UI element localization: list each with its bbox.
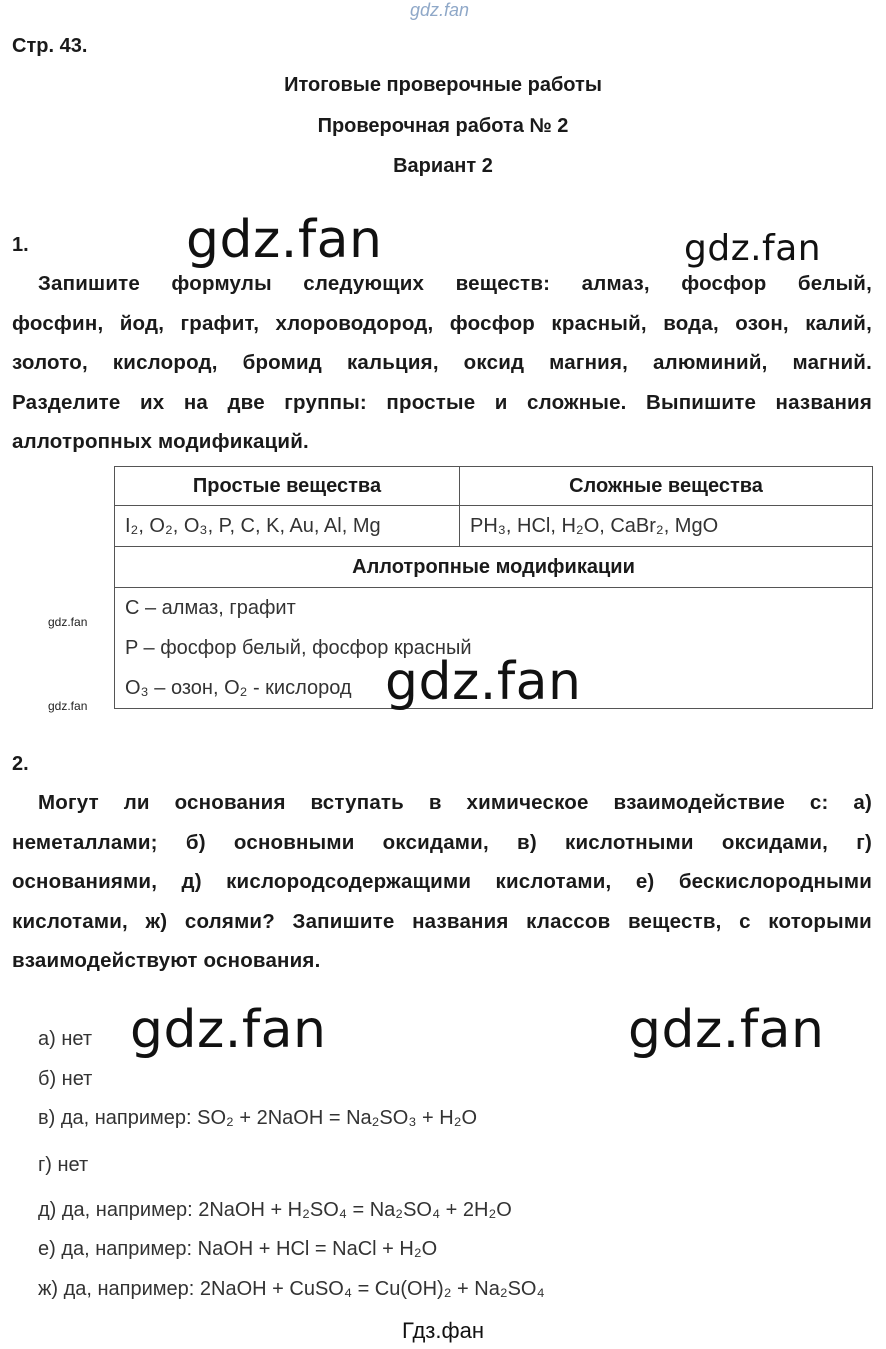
answer-b: б) нет [38, 1068, 93, 1090]
answer-v: в) да, например: SO₂ + 2NaOH = Na₂SO₃ + H₂O [38, 1107, 478, 1129]
task-text-line: кислотами, ж) солями? Запишите названия классов веществ, с которыми [12, 909, 872, 933]
section-title: Итоговые проверочные работы [284, 74, 602, 96]
allotrope-row: P – фосфор белый, фосфор красный [125, 637, 472, 659]
task-text-line: фосфин, йод, графит, хлороводород, фосфор красный, вода, озон, калий, [12, 311, 872, 335]
page-reference: Стр. 43. [12, 35, 88, 57]
complex-substances-cell: PH₃, HCl, H₂O, CaBr₂, MgO [460, 506, 873, 547]
top-watermark: gdz.fan [410, 0, 470, 20]
watermark: gdz.fan [186, 210, 383, 270]
watermark: gdz.fan [684, 228, 822, 269]
task-text-line: взаимодействуют основания. [12, 949, 321, 972]
allotrope-row: C – алмаз, графит [125, 597, 296, 619]
task-text-line: Могут ли основания вступать в химическое взаимодействие с: а) [38, 791, 872, 814]
task1-text [12, 264, 872, 462]
allotropes-header: Аллотропные модификации [115, 547, 873, 588]
column-header-complex: Сложные вещества [460, 467, 873, 506]
watermark: gdz.fan [130, 1000, 327, 1060]
watermark-small: gdz.fan [48, 615, 88, 629]
answer-a: а) нет [38, 1028, 93, 1050]
task2-text [12, 783, 872, 981]
task-number: 1. [12, 234, 29, 256]
task-text-line: Разделите их на две группы: простые и сложные. Выпишите названия [12, 390, 872, 414]
test-title: Проверочная работа № 2 [317, 115, 569, 137]
answer-d: д) да, например: 2NaOH + H₂SO₄ = Na₂SO₄ + 2H₂O [38, 1199, 512, 1221]
watermark-small: gdz.fan [48, 699, 88, 713]
task-text-line: аллотропных модификаций. [12, 430, 309, 453]
allotrope-row: O₃ – озон, O₂ - кислород [125, 677, 352, 699]
task-text-line: золото, кислород, бромид кальция, оксид магния, алюминий, магний. [12, 351, 872, 374]
footer-watermark: Гдз.фан [402, 1318, 484, 1343]
watermark: gdz.fan [628, 1000, 825, 1060]
task-text-line: основаниями, д) кислородсодержащими кислотами, е) бескислородными [12, 870, 872, 893]
task-text-line: Запишите формулы следующих веществ: алмаз, фосфор белый, [38, 272, 872, 295]
answer-g: г) нет [38, 1154, 89, 1176]
task-text-line: неметаллами; б) основными оксидами, в) кислотными оксидами, г) [12, 830, 872, 854]
variant-title: Вариант 2 [393, 155, 493, 177]
answer-e: е) да, например: NaOH + HCl = NaCl + H₂O [38, 1238, 438, 1260]
answer-zh: ж) да, например: 2NaOH + CuSO₄ = Cu(OH)₂ + Na₂SO₄ [38, 1278, 545, 1300]
column-header-simple: Простые вещества [115, 467, 460, 506]
watermark: gdz.fan [385, 652, 582, 712]
task-number: 2. [12, 753, 29, 775]
simple-substances-cell: I₂, O₂, O₃, P, C, K, Au, Al, Mg [115, 506, 460, 547]
